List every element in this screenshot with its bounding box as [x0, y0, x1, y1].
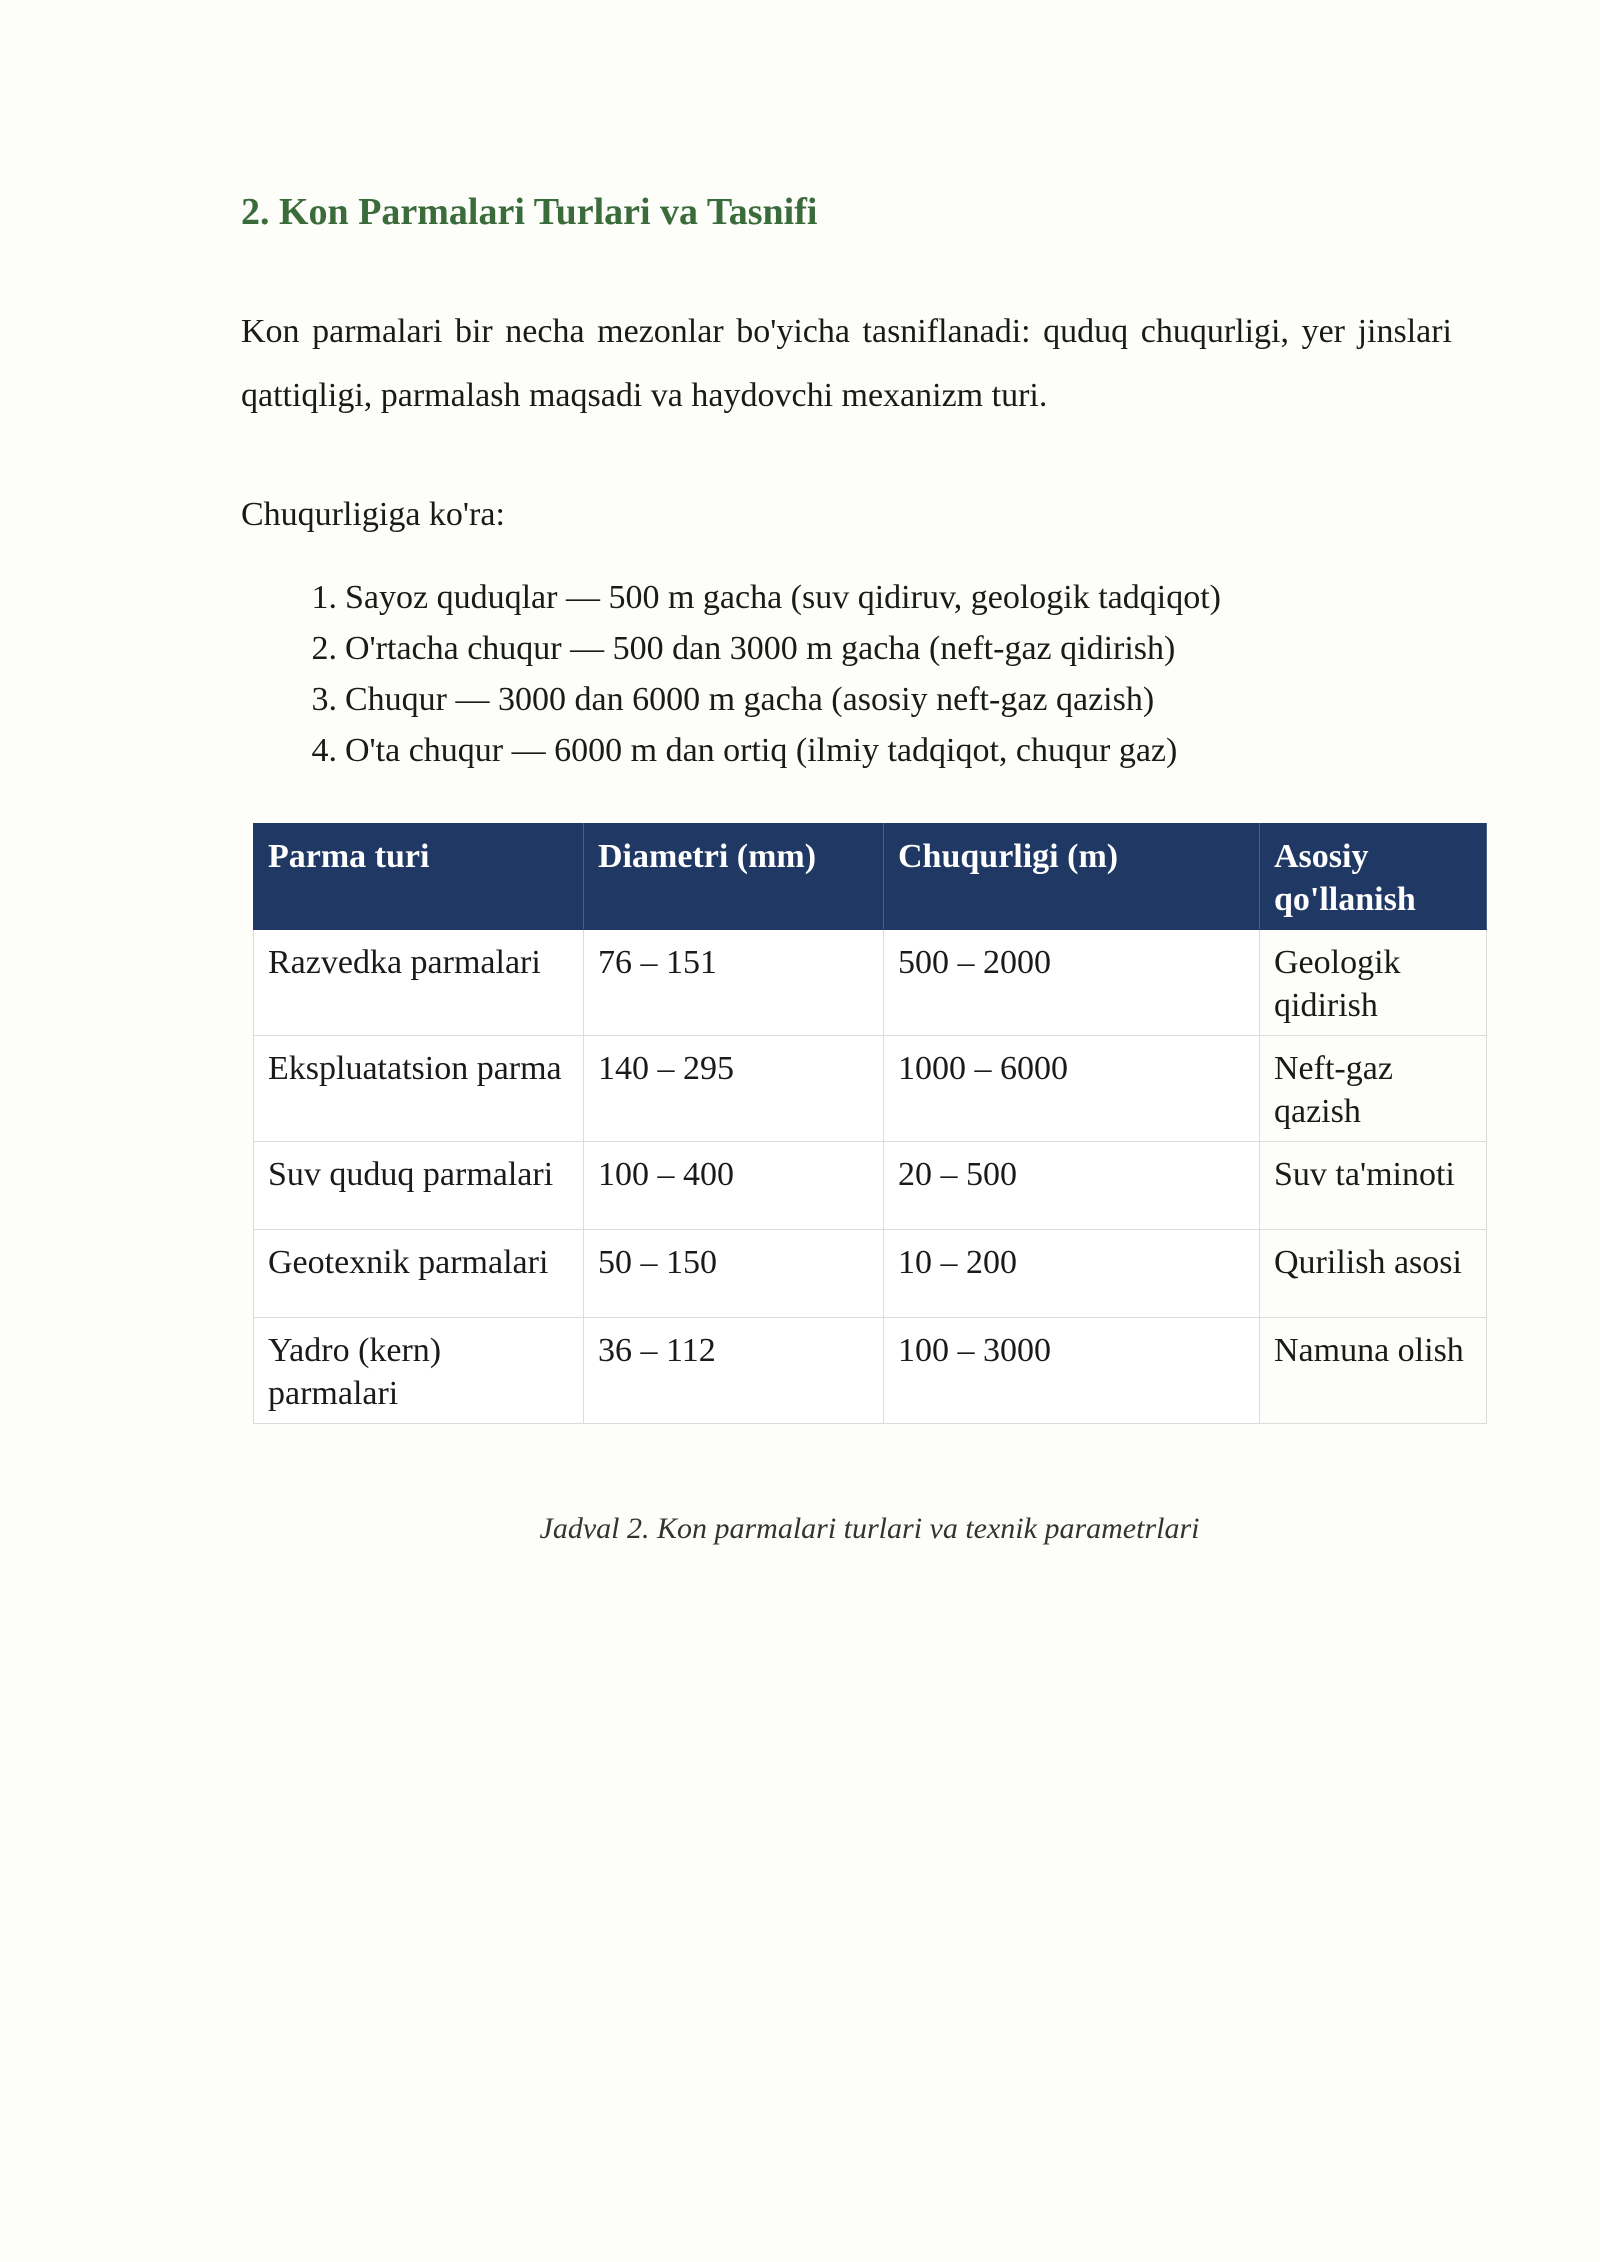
table-row: [254, 930, 1487, 1036]
table-cell: 1000 – 6000: [884, 1036, 1260, 1142]
table-cell: Geotexnik parmalari: [254, 1230, 584, 1318]
table-cell: 36 – 112: [584, 1318, 884, 1424]
table-cell: Suv ta'minoti: [1260, 1142, 1487, 1230]
table-cell: Suv quduq parmalari: [254, 1142, 584, 1230]
table-cell: 140 – 295: [584, 1036, 884, 1142]
table-cell: 100 – 3000: [884, 1318, 1260, 1424]
intro-paragraph: Kon parmalari bir necha mezonlar bo'yicha tasniflanadi: quduq chuqurligi, yer jinslari qattiqligi, parmalash maqsadi va haydovchi mexanizm turi.: [241, 313, 1452, 414]
list-item: [241, 674, 1441, 725]
depth-list: [241, 572, 1441, 776]
header-cell: Chuqurligi (m): [884, 824, 1260, 930]
table-row: [254, 1318, 1487, 1424]
table-row: [254, 1142, 1487, 1230]
table-cell: Neft-gaz qazish: [1260, 1036, 1487, 1142]
list-text: O'rtacha chuqur — 500 dan 3000 m gacha (neft-gaz qidirish): [345, 630, 1176, 667]
table-cell: Yadro (kern) parmalari: [254, 1318, 584, 1424]
table-caption: Jadval 2. Kon parmalari turlari va texnik parametrlari: [539, 1512, 1200, 1545]
table-cell: Namuna olish: [1260, 1318, 1487, 1424]
table-cell: Ekspluatatsion parma: [254, 1036, 584, 1142]
header-cell: Diametri (mm): [584, 824, 884, 930]
table-row: [254, 1230, 1487, 1318]
list-number: 2.: [311, 630, 337, 667]
list-item: [241, 572, 1441, 623]
list-text: O'ta chuqur — 6000 m dan ortiq (ilmiy tadqiqot, chuqur gaz): [345, 732, 1178, 769]
list-item: [241, 623, 1441, 674]
table-cell: Geologik qidirish: [1260, 930, 1487, 1036]
table-cell: 76 – 151: [584, 930, 884, 1036]
table-cell: Razvedka parmalari: [254, 930, 584, 1036]
table-cell: 20 – 500: [884, 1142, 1260, 1230]
list-number: 3.: [311, 681, 337, 718]
table-cell: 100 – 400: [584, 1142, 884, 1230]
table-cell: 50 – 150: [584, 1230, 884, 1318]
table-cell: 10 – 200: [884, 1230, 1260, 1318]
table-row: [254, 1036, 1487, 1142]
list-number: 4.: [311, 732, 337, 769]
table-cell: Qurilish asosi: [1260, 1230, 1487, 1318]
list-text: Sayoz quduqlar — 500 m gacha (suv qidiruv, geologik tadqiqot): [345, 579, 1221, 616]
depth-subheading: Chuqurligiga ko'ra:: [241, 496, 505, 533]
header-cell: Asosiy qo'llanish: [1260, 824, 1487, 930]
header-cell: Parma turi: [254, 824, 584, 930]
table-cell: 500 – 2000: [884, 930, 1260, 1036]
list-number: 1.: [311, 579, 337, 616]
table-header-row: [254, 824, 1487, 930]
list-item: [241, 725, 1441, 776]
drill-types-table: [253, 823, 1487, 1424]
list-text: Chuqur — 3000 dan 6000 m gacha (asosiy neft-gaz qazish): [345, 681, 1155, 718]
section-heading: 2. Kon Parmalari Turlari va Tasnifi: [241, 191, 818, 233]
